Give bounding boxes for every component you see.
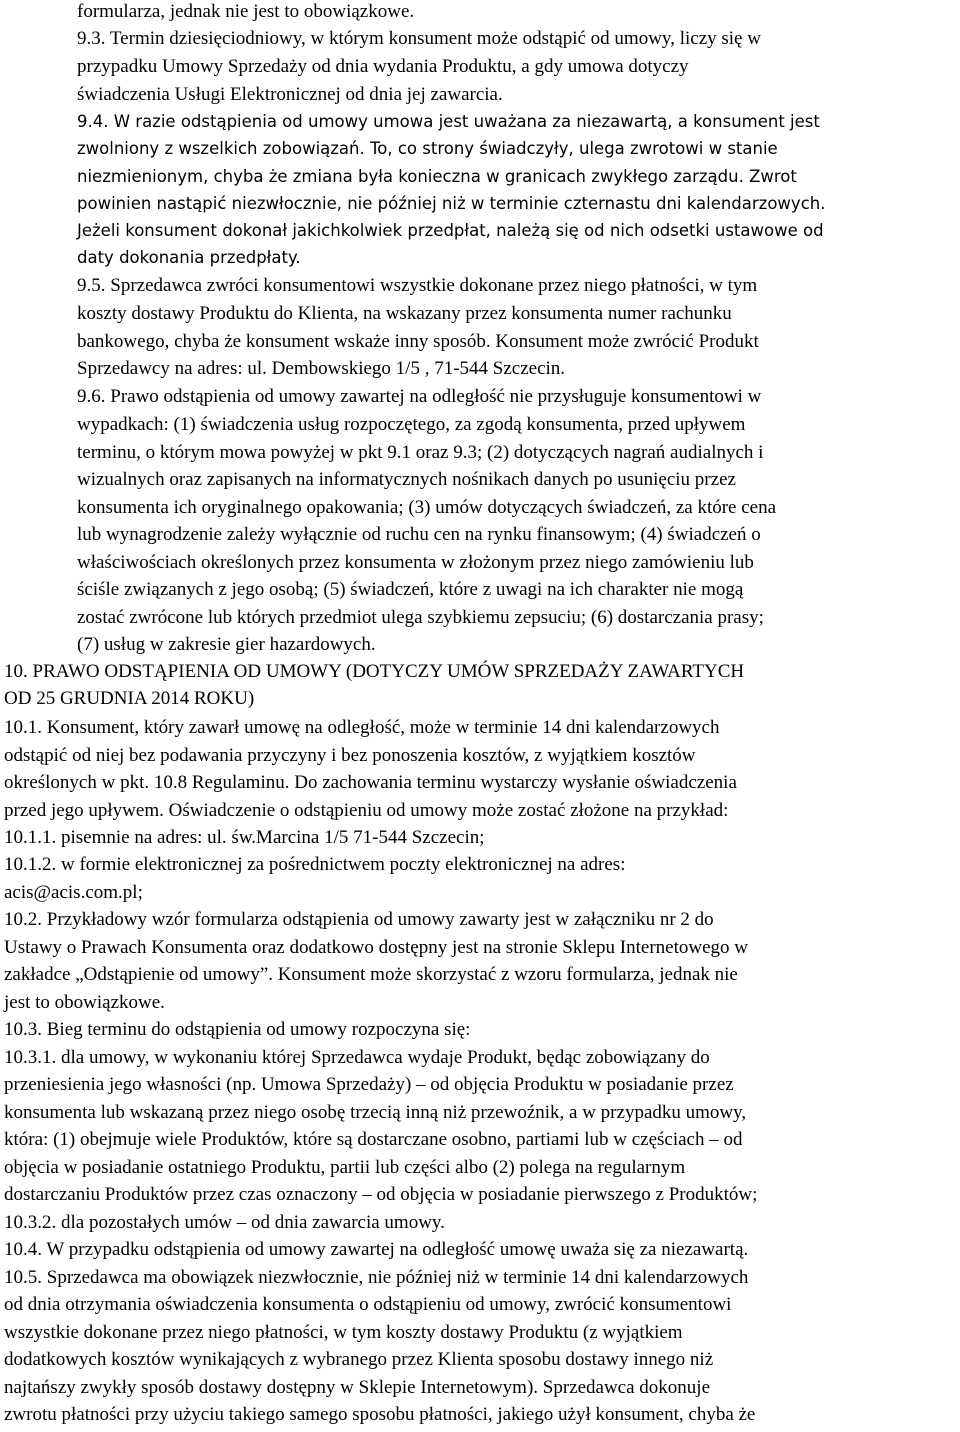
text-line: zostać zwrócone lub których przedmiot ulega szybkiemu zepsuciu; (6) dostarczania prasy; [77,607,764,628]
text-line: świadczenia Usługi Elektronicznej od dnia jej zawarcia. [77,84,503,105]
text-line: właściwościach określonych przez konsumenta w złożonym przez niego zamówieniu lub [77,552,754,573]
section-heading: OD 25 GRUDNIA 2014 ROKU) [4,688,255,709]
text-line: 10.5. Sprzedawca ma obowiązek niezwłocznie, nie później niż w terminie 14 dni kalendarzowych [4,1267,749,1288]
text-line: 9.4. W razie odstąpienia od umowy umowa jest uważana za niezawartą, a konsument jest [77,112,820,131]
text-line: wszystkie dokonane przez niego płatności, w tym koszty dostawy Produktu (z wyjątkiem [4,1322,683,1343]
text-line: 9.3. Termin dziesięciodniowy, w którym konsument może odstąpić od umowy, liczy się w [77,28,761,49]
text-line: 10.1.2. w formie elektronicznej za pośrednictwem poczty elektronicznej na adres: [4,854,626,875]
text-line: 10.3.1. dla umowy, w wykonaniu której Sprzedawca wydaje Produkt, będąc zobowiązany do [4,1047,710,1068]
text-line: niezmienionym, chyba że zmiana była konieczna w granicach zwykłego zarządu. Zwrot [77,167,797,186]
text-line: (7) usług w zakresie gier hazardowych. [77,634,376,655]
text-line: 10.3.2. dla pozostałych umów – od dnia zawarcia umowy. [4,1212,445,1233]
text-line: 10.4. W przypadku odstąpienia od umowy zawartej na odległość umowę uważa się za niezawartą. [4,1239,749,1260]
text-line: określonych w pkt. 10.8 Regulaminu. Do zachowania terminu wystarczy wysłanie oświadczenia [4,772,737,793]
text-line: objęcia w posiadanie ostatniego Produktu, partii lub części albo (2) polega na regularnym [4,1157,686,1178]
text-line: zwrotu płatności przy użyciu takiego samego sposobu płatności, jakiego użył konsument, chyba że [4,1404,756,1425]
text-line: dostarczaniu Produktów przez czas oznaczony – od objęcia w posiadanie pierwszego z Produktów; [4,1184,758,1205]
text-line: Jeżeli konsument dokonał jakichkolwiek przedpłat, należą się od nich odsetki ustawowe od [77,221,824,240]
text-line: przed jego upływem. Oświadczenie o odstąpieniu od umowy może zostać złożone na przykład: [4,800,729,821]
text-line: wizualnych oraz zapisanych na informatycznych nośnikach danych po usunięciu przez [77,469,736,490]
text-line: konsumenta ich oryginalnego opakowania; (3) umów dotyczących świadczeń, za które cena [77,497,777,518]
text-line: koszty dostawy Produktu do Klienta, na wskazany przez konsumenta numer rachunku [77,303,732,324]
text-line: jest to obowiązkowe. [4,992,165,1013]
text-line: 10.2. Przykładowy wzór formularza odstąpienia od umowy zawarty jest w załączniku nr 2 do [4,909,714,930]
text-line: 9.5. Sprzedawca zwróci konsumentowi wszystkie dokonane przez niego płatności, w tym [77,275,758,296]
text-line: daty dokonania przedpłaty. [77,248,301,267]
text-line: najtańszy zwykły sposób dostawy dostępny w Sklepie Internetowym). Sprzedawca dokonuje [4,1377,711,1398]
section-heading: 10. PRAWO ODSTĄPIENIA OD UMOWY (DOTYCZY UMÓW SPRZEDAŻY ZAWARTYCH [4,661,745,682]
text-line: która: (1) obejmuje wiele Produktów, które są dostarczane osobno, partiami lub w częściach – od [4,1129,743,1150]
text-line: przeniesienia jego własności (np. Umowa Sprzedaży) – od objęcia Produktu w posiadanie przez [4,1074,734,1095]
text-line: Ustawy o Prawach Konsumenta oraz dodatkowo dostępny jest na stronie Sklepu Internetowego w [4,937,748,958]
text-line: zwolniony z wszelkich zobowiązań. To, co strony świadczyły, ulega zwrotowi w stanie [77,139,778,158]
text-line: przypadku Umowy Sprzedaży od dnia wydania Produktu, a gdy umowa dotyczy [77,56,689,77]
text-line: 10.1.1. pisemnie na adres: ul. św.Marcina 1/5 71-544 Szczecin; [4,827,485,848]
text-line: 10.3. Bieg terminu do odstąpienia od umowy rozpoczyna się: [4,1019,471,1040]
text-line: acis@acis.com.pl; [4,882,143,903]
text-line: powinien nastąpić niezwłocznie, nie później niż w terminie czternastu dni kalendarzowych. [77,194,826,213]
text-line: konsumenta lub wskazaną przez niego osobę trzecią inną niż przewoźnik, a w przypadku umowy, [4,1102,747,1123]
text-line: 9.6. Prawo odstąpienia od umowy zawartej na odległość nie przysługuje konsumentowi w [77,386,762,407]
text-line: ściśle związanych z jego osobą; (5) świadczeń, które z uwagi na ich charakter nie mogą [77,579,744,600]
text-line: Sprzedawcy na adres: ul. Dembowskiego 1/5 , 71-544 Szczecin. [77,358,566,379]
text-line: odstąpić od niej bez podawania przyczyny i bez ponoszenia kosztów, z wyjątkiem kosztów [4,745,696,766]
text-line: terminu, o którym mowa powyżej w pkt 9.1 oraz 9.3; (2) dotyczących nagrań audialnych i [77,442,764,463]
text-line: zakładce „Odstąpienie od umowy”. Konsument może skorzystać z wzoru formularza, jednak nie [4,964,738,985]
text-line: formularza, jednak nie jest to obowiązkowe. [77,1,415,22]
text-line: lub wynagrodzenie zależy wyłącznie od ruchu cen na rynku finansowym; (4) świadczeń o [77,524,761,545]
text-line: wypadkach: (1) świadczenia usług rozpoczętego, za zgodą konsumenta, przed upływem [77,414,746,435]
text-line: od dnia otrzymania oświadczenia konsumenta o odstąpieniu od umowy, zwrócić konsumentowi [4,1294,732,1315]
text-line: bankowego, chyba że konsument wskaże inny sposób. Konsument może zwrócić Produkt [77,331,759,352]
text-line: 10.1. Konsument, który zawarł umowę na odległość, może w terminie 14 dni kalendarzowych [4,717,720,738]
text-line: dodatkowych kosztów wynikających z wybranego przez Klienta sposobu dostawy innego niż [4,1349,714,1370]
